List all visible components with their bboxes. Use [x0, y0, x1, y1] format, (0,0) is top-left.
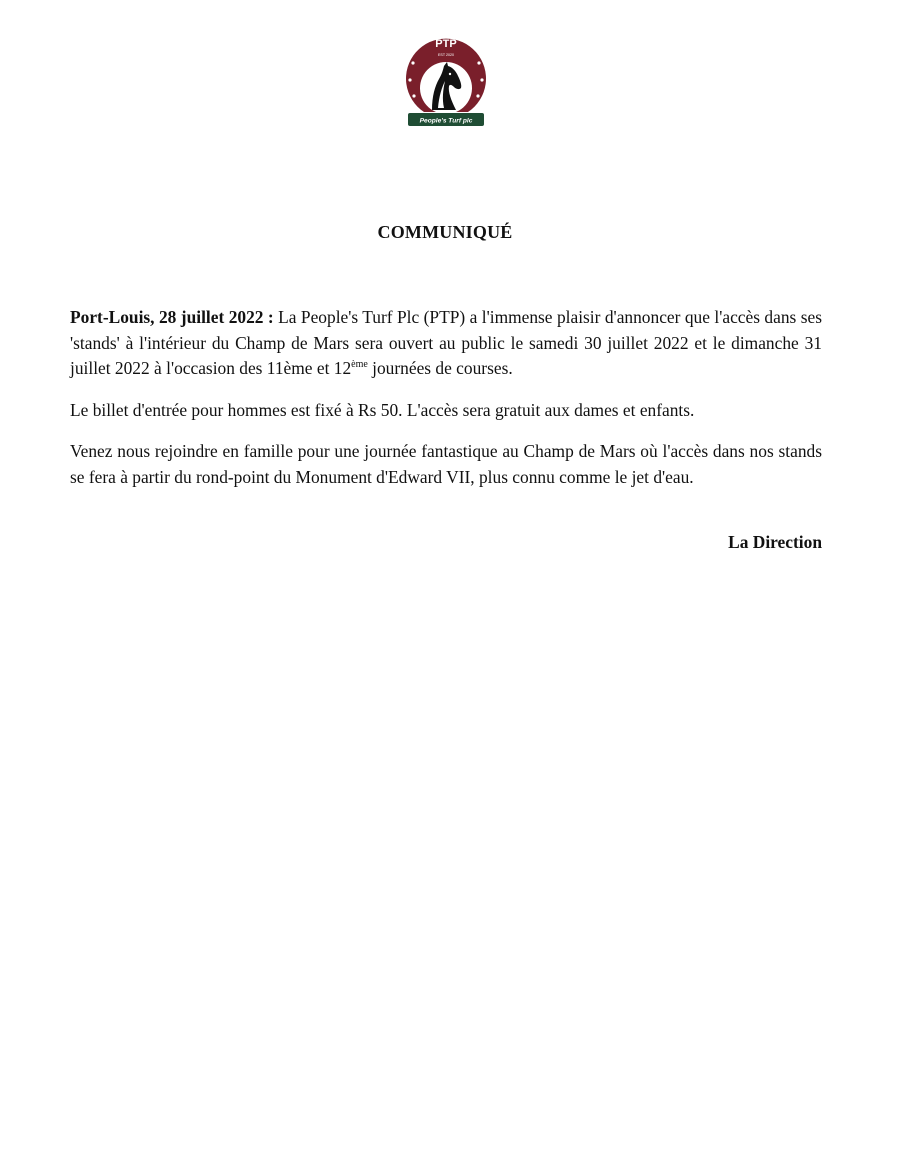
ordinal-superscript: ème: [351, 359, 368, 370]
announcement-text-part1: La People's Turf Plc (PTP) a l'immense plaisir d'annoncer que l'accès dans ses 'stands' à l'intérieur du Champ de Mars sera ouvert au public le samedi 30 juillet 2022 et le dimanche 31 juillet 2022 à l'occasion des 11ème et 12: [70, 307, 822, 378]
signature: La Direction: [728, 532, 822, 552]
logo-banner-text: People's Turf plc: [419, 117, 473, 125]
ptp-logo: [402, 30, 490, 130]
paragraph-announcement: [70, 305, 822, 382]
paragraph-ticket-price: Le billet d'entrée pour hommes est fixé à Rs 50. L'accès sera gratuit aux dames et enfants.: [70, 399, 695, 420]
paragraph-invitation: Venez nous rejoindre en famille pour une journée fantastique au Champ de Mars où l'accès dans nos stands se fera à partir du rond-point du Monument d'Edward VII, plus connu comme le jet d'eau.: [70, 441, 822, 487]
logo-top-text: PTP: [435, 38, 457, 50]
horse-logo-icon: [402, 30, 490, 130]
logo-est-text: EST 2020: [438, 53, 454, 57]
dateline: Port-Louis, 28 juillet 2022 :: [70, 307, 274, 327]
announcement-text-part2: journées de courses.: [367, 358, 513, 378]
document-body: [70, 305, 822, 506]
document-title: COMMUNIQUÉ: [377, 222, 513, 242]
